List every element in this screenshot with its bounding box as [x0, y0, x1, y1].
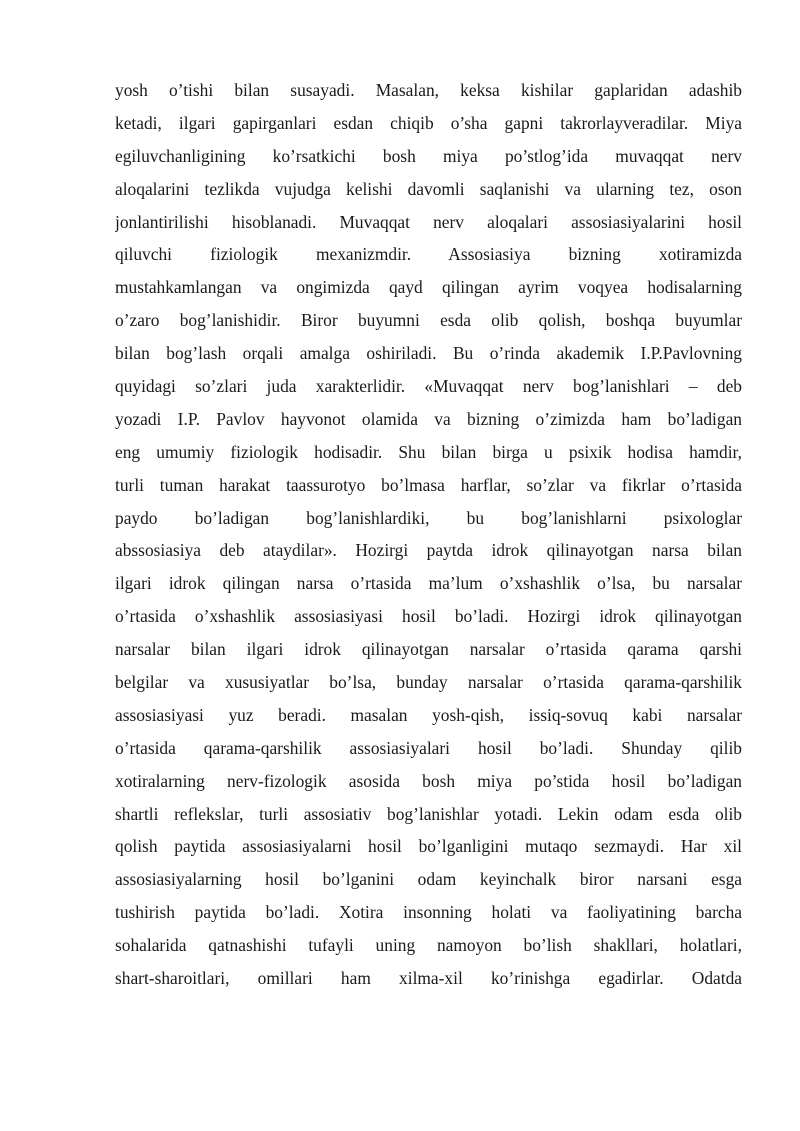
text-line: yozadi I.P. Pavlov hayvonot olamida va bizning o’zimizda ham bo’ladigan — [115, 408, 742, 429]
text-line: sohalarida qatnashishi tufayli uning namoyon bo’lish shakllari, holatlari, — [115, 935, 742, 956]
text-line: yosh o’tishi bilan susayadi. Masalan, keksa kishilar gaplaridan adashib — [115, 80, 742, 100]
text-line: assosiasiyalarning hosil bo’lganini odam keyinchalk biror narsani esga — [115, 869, 742, 890]
text-line: o’rtasida o’xshashlik assosiasiyasi hosil bo’ladi. Hozirgi idrok qilinayotgan — [115, 606, 742, 627]
text-line: narsalar bilan ilgari idrok qilinayotgan narsalar o’rtasida qarama qarshi — [115, 639, 742, 660]
text-line: shartli reflekslar, turli assosiativ bog’lanishlar yotadi. Lekin odam esda olib — [115, 803, 742, 824]
text-line: aloqalarini tezlikda vujudga kelishi davomli saqlanishi va ularning tez, oson — [115, 178, 742, 199]
text-line: assosiasiyasi yuz beradi. masalan yosh-qish, issiq-sovuq kabi narsalar — [115, 704, 742, 725]
text-line: turli tuman harakat taassurotyo bo’lmasa harflar, so’zlar va fikrlar o’rtasida — [115, 474, 742, 495]
text-line: qiluvchi fiziologik mexanizmdir. Assosiasiya bizning xotiramizda — [115, 244, 742, 265]
text-line: o’rtasida qarama-qarshilik assosiasiyalari hosil bo’ladi. Shunday qilib — [115, 737, 742, 758]
text-line: bilan bog’lash orqali amalga oshiriladi. Bu o’rinda akademik I.P.Pavlovning — [115, 343, 742, 364]
text-line: xotiralarning nerv-fizologik asosida bosh miya po’stida hosil bo’ladigan — [115, 770, 742, 791]
text-line: eng umumiy fiziologik hodisadir. Shu bilan birga u psixik hodisa hamdir, — [115, 441, 742, 462]
text-line: abssosiasiya deb ataydilar». Hozirgi paytda idrok qilinayotgan narsa bilan — [115, 540, 742, 561]
text-line: mustahkamlangan va ongimizda qayd qilingan ayrim voqyea hodisalarning — [115, 277, 742, 298]
text-line: shart-sharoitlari, omillari ham xilma-xil ko’rinishga egadirlar. Odatda — [115, 968, 742, 989]
text-line: ilgari idrok qilingan narsa o’rtasida ma’lum o’xshashlik o’lsa, bu narsalar — [115, 573, 742, 594]
text-line: qolish paytida assosiasiyalarni hosil bo’lganligini mutaqo sezmaydi. Har xil — [115, 836, 742, 857]
text-line: jonlantirilishi hisoblanadi. Muvaqqat nerv aloqalari assosiasiyalarini hosil — [115, 211, 742, 232]
text-line: paydo bo’ladigan bog’lanishlardiki, bu bog’lanishlarni psixologlar — [115, 507, 742, 528]
text-line: o’zaro bog’lanishidir. Biror buyumni esda olib qolish, boshqa buyumlar — [115, 310, 742, 331]
text-line: egiluvchanligining ko’rsatkichi bosh miya po’stlog’ida muvaqqat nerv — [115, 145, 742, 166]
text-line: tushirish paytida bo’ladi. Xotira insonning holati va faoliyatining barcha — [115, 902, 742, 923]
document-page — [115, 74, 742, 995]
text-line: belgilar va xususiyatlar bo’lsa, bunday narsalar o’rtasida qarama-qarshilik — [115, 672, 742, 693]
text-line: quyidagi so’zlari juda xarakterlidir. «Muvaqqat nerv bog’lanishlari – deb — [115, 376, 742, 397]
text-line: ketadi, ilgari gapirganlari esdan chiqib o’sha gapni takrorlayveradilar. Miya — [115, 112, 742, 133]
